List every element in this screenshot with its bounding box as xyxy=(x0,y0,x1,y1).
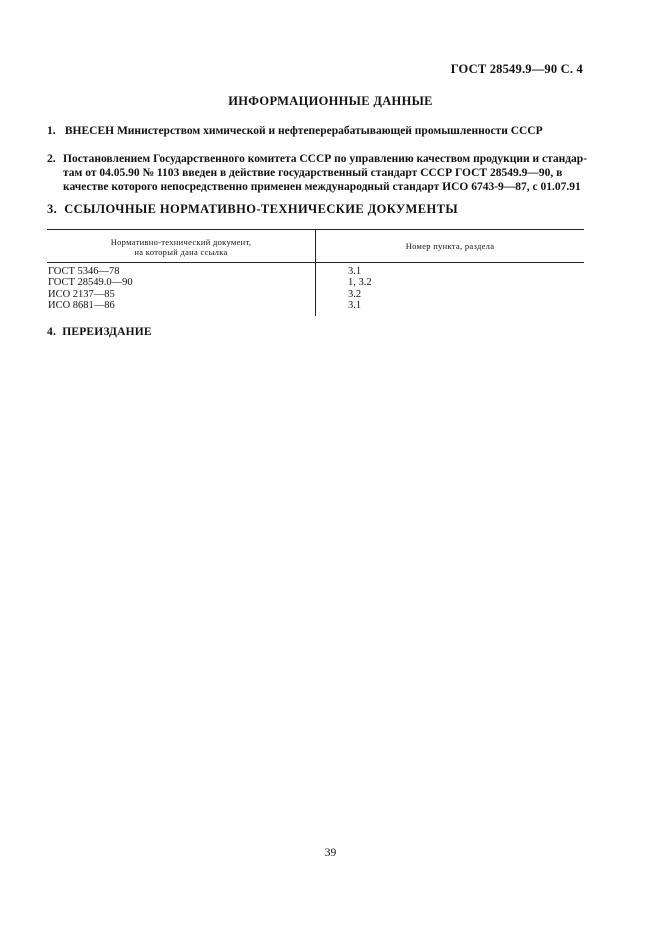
table-cell-document: ГОСТ 28549.0—90 xyxy=(48,277,133,289)
item-1-number: 1. xyxy=(47,125,56,137)
column-header-document-line: Нормативно-технический документ, xyxy=(110,237,252,247)
item-1 xyxy=(47,124,587,138)
section-4-number: 4. xyxy=(47,326,57,338)
page-title: ИНФОРМАЦИОННЫЕ ДАННЫЕ xyxy=(228,94,433,108)
column-header-document xyxy=(47,237,315,257)
table-cell-clause: 1, 3.2 xyxy=(348,277,372,289)
item-2-text xyxy=(63,152,593,194)
item-2-line: Постановлением Государственного комитета СССР по управлению качеством продукции и стандар- xyxy=(63,153,588,165)
column-header-document-line: на который дана ссылка xyxy=(134,247,228,257)
section-4-title: ПЕРЕИЗДАНИЕ xyxy=(62,326,152,338)
table-cell-document: ГОСТ 5346—78 xyxy=(48,266,120,277)
section-3-title: ССЫЛОЧНЫЕ НОРМАТИВНО-ТЕХНИЧЕСКИЕ ДОКУМЕНТЫ xyxy=(64,202,459,216)
item-2-line: качестве которого непосредственно применен международный стандарт ИСО 6743-9—87, с 01.07.91 xyxy=(63,181,581,193)
document-code-header: ГОСТ 28549.9—90 С. 4 xyxy=(450,62,583,76)
document-column xyxy=(48,266,308,311)
section-3-number: 3. xyxy=(47,202,58,216)
section-3-heading xyxy=(47,202,458,217)
item-1-text: ВНЕСЕН Министерством химической и нефтеперерабатывающей промышленности СССР xyxy=(64,125,543,137)
item-2-line: там от 04.05.90 № 1103 введен в действие государственный стандарт СССР ГОСТ 28549.9—90, в xyxy=(63,167,563,179)
table-cell-document: ИСО 2137—85 xyxy=(48,288,115,300)
table-cell-document: ИСО 8681—86 xyxy=(48,299,115,311)
section-4-heading xyxy=(47,326,152,338)
page-number: 39 xyxy=(324,847,337,859)
table-cell-clause: 3.1 xyxy=(348,299,362,311)
table-cell-clause: 3.1 xyxy=(348,266,362,277)
reference-documents-table xyxy=(47,229,584,317)
column-header-clause: Номер пункта, раздела xyxy=(405,241,495,251)
table-cell-clause: 3.2 xyxy=(348,288,362,300)
clause-column xyxy=(348,266,548,311)
item-2-number: 2. xyxy=(47,153,56,165)
